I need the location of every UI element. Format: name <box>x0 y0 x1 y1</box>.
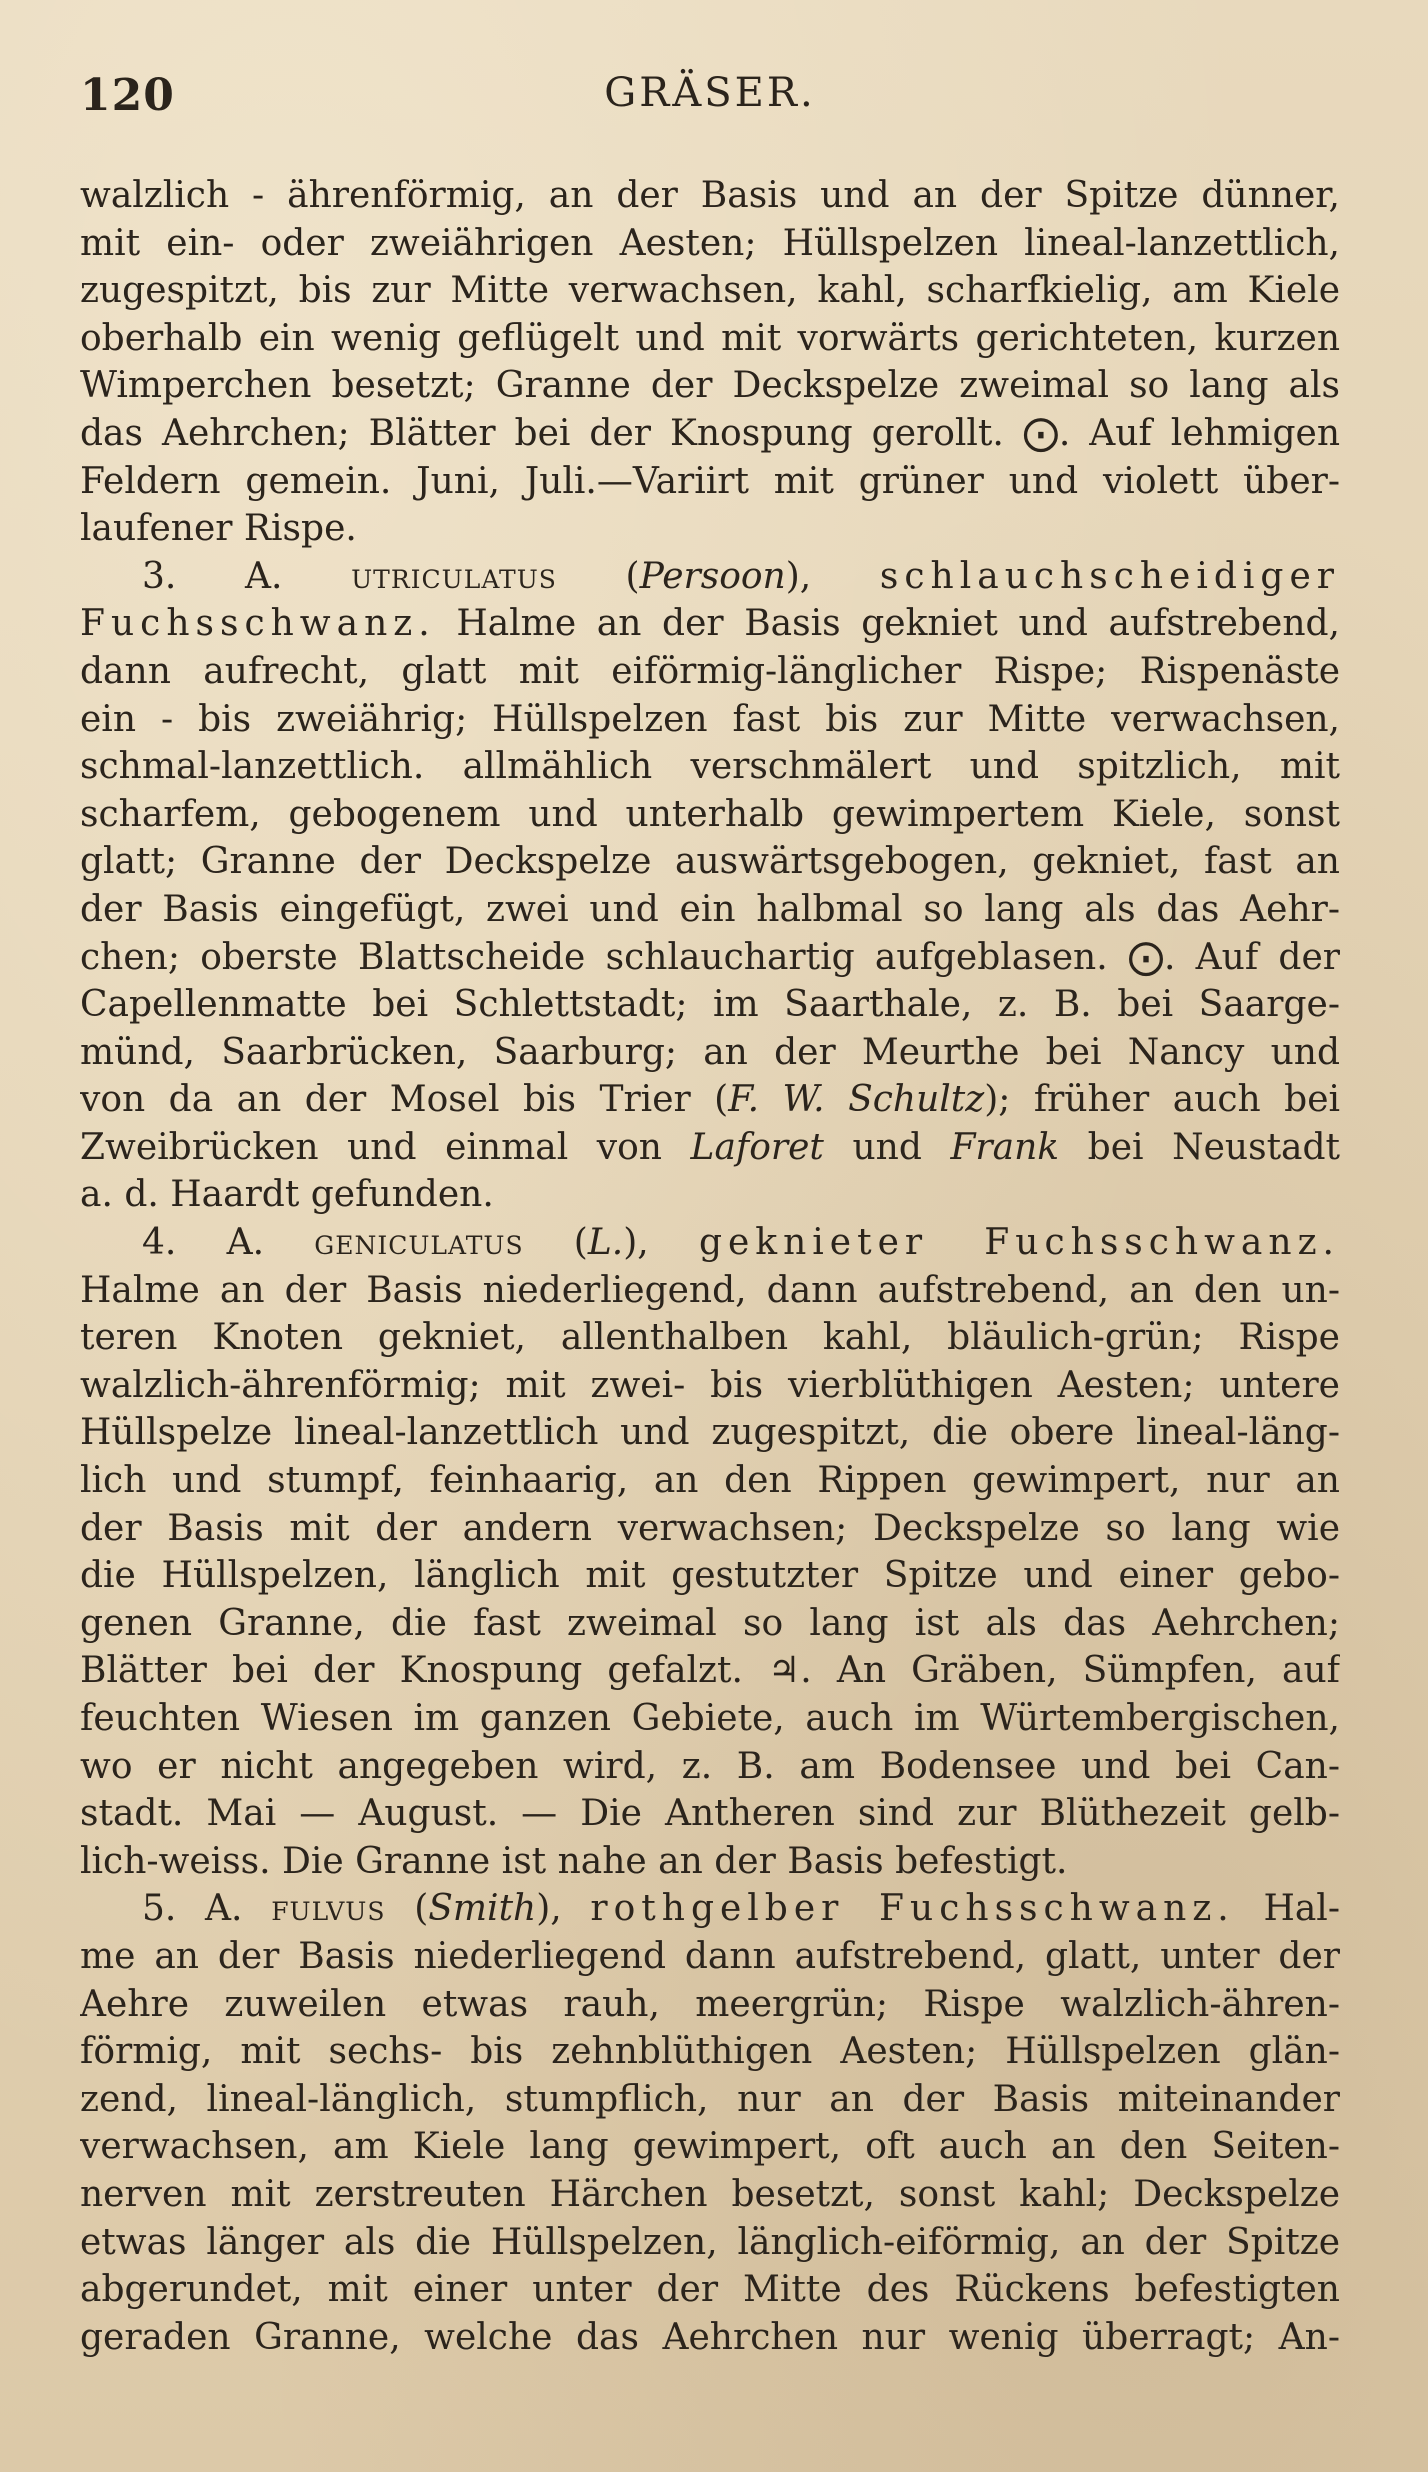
text-line: der Basis mit der andern verwachsen; Deckspelze so lang wie <box>80 1507 1340 1549</box>
paren-open: ( <box>556 555 640 597</box>
text-line: münd, Saarbrücken, Saarburg; an der Meurthe bei Nancy und <box>80 1031 1340 1073</box>
text-line <box>80 1076 1340 1124</box>
text-line: a. d. Haardt gefunden. <box>80 1174 494 1216</box>
text-line: walzlich - ährenförmig, an der Basis und an der Spitze dünner, <box>80 175 1340 216</box>
text-line <box>80 1124 1340 1172</box>
cited-person: Frank <box>950 1126 1060 1168</box>
species-entry-heading <box>80 553 1340 601</box>
species-number: 4. A. <box>142 1222 315 1264</box>
text-line: mit ein- oder zweiährigen Aesten; Hüllspelzen lineal-lanzettlich, <box>80 222 1340 264</box>
text-line: etwas länger als die Hüllspelzen, länglich-eiförmig, an der Spitze <box>80 2221 1340 2263</box>
text-line: lich-weiss. Die Granne ist nahe an der Basis befestigt. <box>80 1840 1068 1882</box>
text-line: Capellenmatte bei Schlettstadt; im Saarthale, z. B. bei Saarge- <box>80 984 1340 1026</box>
common-name: rothgelber Fuchsschwanz. <box>590 1888 1235 1930</box>
text-run: bei Neustadt <box>1059 1126 1340 1168</box>
text-run: und <box>823 1126 951 1168</box>
paren-close: ), <box>623 1222 699 1264</box>
text-line: abgerundet, mit einer unter der Mitte des Rückens befestigten <box>80 2269 1340 2311</box>
text-line: feuchten Wiesen im ganzen Gebiete, auch im Würtembergischen, <box>80 1698 1340 1739</box>
text-line: verwachsen, am Kiele lang gewimpert, oft auch an den Seiten- <box>80 2126 1340 2168</box>
paren-close: ), <box>785 555 880 597</box>
species-author: L. <box>587 1222 624 1264</box>
cited-person: Laforet <box>690 1126 824 1168</box>
text-line: der Basis eingefügt, zwei und ein halbmal so lang als das Aehr- <box>80 888 1340 930</box>
text-line: dann aufrecht, glatt mit eiförmig-länglicher Rispe; Rispenäste <box>80 650 1340 692</box>
species-author: Persoon <box>639 555 786 597</box>
text-line: Halme an der Basis niederliegend, dann aufstrebend, an den un- <box>80 1269 1340 1311</box>
text-run: Halme an der Basis gekniet und aufstrebend, <box>435 603 1340 645</box>
text-line: Blätter bei der Knospung gefalzt. ♃. An Gräben, Sümpfen, auf <box>80 1650 1340 1692</box>
species-name: utriculatus <box>351 555 557 597</box>
text-run: Zweibrücken und einmal von <box>80 1126 691 1168</box>
text-line: me an der Basis niederliegend dann aufstrebend, glatt, unter der <box>80 1935 1340 1977</box>
common-name: geknieter Fuchsschwanz. <box>698 1222 1340 1264</box>
text-line: teren Knoten gekniet, allenthalben kahl, bläulich-grün; Rispe <box>80 1317 1340 1359</box>
text-line: glatt; Granne der Deckspelze auswärtsgebogen, gekniet, fast an <box>80 841 1340 883</box>
text-line: nerven mit zerstreuten Härchen besetzt, sonst kahl; Deckspelze <box>80 2173 1340 2215</box>
text-line: Feldern gemein. Juni, Juli.—Variirt mit grüner und violett über- <box>80 460 1340 502</box>
text-line: geraden Granne, welche das Aehrchen nur wenig überragt; An- <box>80 2316 1340 2358</box>
text-line: ein - bis zweiährig; Hüllspelzen fast bis zur Mitte verwachsen, <box>80 698 1340 740</box>
text-line: laufener Rispe. <box>80 508 357 550</box>
common-name: schlauchscheidiger <box>879 555 1340 597</box>
running-head <box>80 70 1340 126</box>
paren-open: ( <box>385 1888 429 1930</box>
text-line: zend, lineal-länglich, stumpflich, nur an der Basis miteinander <box>80 2078 1340 2120</box>
text-line <box>80 600 1340 648</box>
body-text <box>80 172 1340 2361</box>
species-number: 3. A. <box>142 555 352 597</box>
text-line: chen; oberste Blattscheide schlauchartig aufgeblasen. ⨀. Auf der <box>80 936 1340 978</box>
common-name: Fuchsschwanz. <box>80 603 436 645</box>
paren-open: ( <box>523 1222 588 1264</box>
page-number: 120 <box>80 70 175 121</box>
species-name: fulvus <box>271 1888 386 1930</box>
text-line: walzlich-ährenförmig; mit zwei- bis vierblüthigen Aesten; untere <box>80 1364 1340 1406</box>
text-line: lich und stumpf, feinhaarig, an den Rippen gewimpert, nur an <box>80 1460 1340 1502</box>
species-name: geniculatus <box>314 1222 524 1264</box>
text-line: stadt. Mai — August. — Die Antheren sind zur Blüthezeit gelb- <box>80 1793 1340 1835</box>
text-line: die Hüllspelzen, länglich mit gestutzter Spitze und einer gebo- <box>80 1555 1340 1597</box>
text-run: ); früher auch bei <box>984 1079 1340 1121</box>
text-line: förmig, mit sechs- bis zehnblüthigen Aesten; Hüllspelzen glän- <box>80 2031 1340 2073</box>
text-line: das Aehrchen; Blätter bei der Knospung gerollt. ⨀. Auf lehmigen <box>80 412 1340 454</box>
species-author: Smith <box>428 1888 537 1930</box>
text-line: genen Granne, die fast zweimal so lang ist als das Aehrchen; <box>80 1602 1340 1644</box>
text-line: Wimperchen besetzt; Granne der Deckspelze zweimal so lang als <box>80 365 1340 407</box>
cited-person: F. W. Schultz <box>728 1079 985 1121</box>
text-line: Aehre zuweilen etwas rauh, meergrün; Rispe walzlich-ähren- <box>80 1983 1340 2025</box>
text-run: Hal- <box>1234 1888 1340 1930</box>
text-line: oberhalb ein wenig geflügelt und mit vorwärts gerichteten, kurzen <box>80 317 1340 359</box>
paren-close: ), <box>536 1888 591 1930</box>
text-line: scharfem, gebogenem und unterhalb gewimpertem Kiele, sonst <box>80 793 1340 835</box>
species-entry-heading <box>80 1219 1340 1267</box>
text-line: zugespitzt, bis zur Mitte verwachsen, kahl, scharfkielig, am Kiele <box>80 270 1340 312</box>
species-number: 5. A. <box>142 1888 272 1930</box>
text-line: wo er nicht angegeben wird, z. B. am Bodensee und bei Can- <box>80 1745 1340 1787</box>
text-run: von da an der Mosel bis Trier ( <box>80 1079 729 1121</box>
species-entry-heading <box>80 1885 1340 1933</box>
text-line: schmal-lanzettlich. allmählich verschmälert und spitzlich, mit <box>80 746 1340 788</box>
text-line: Hüllspelze lineal-lanzettlich und zugespitzt, die obere lineal-läng- <box>80 1412 1340 1454</box>
running-title: GRÄSER. <box>604 70 816 116</box>
